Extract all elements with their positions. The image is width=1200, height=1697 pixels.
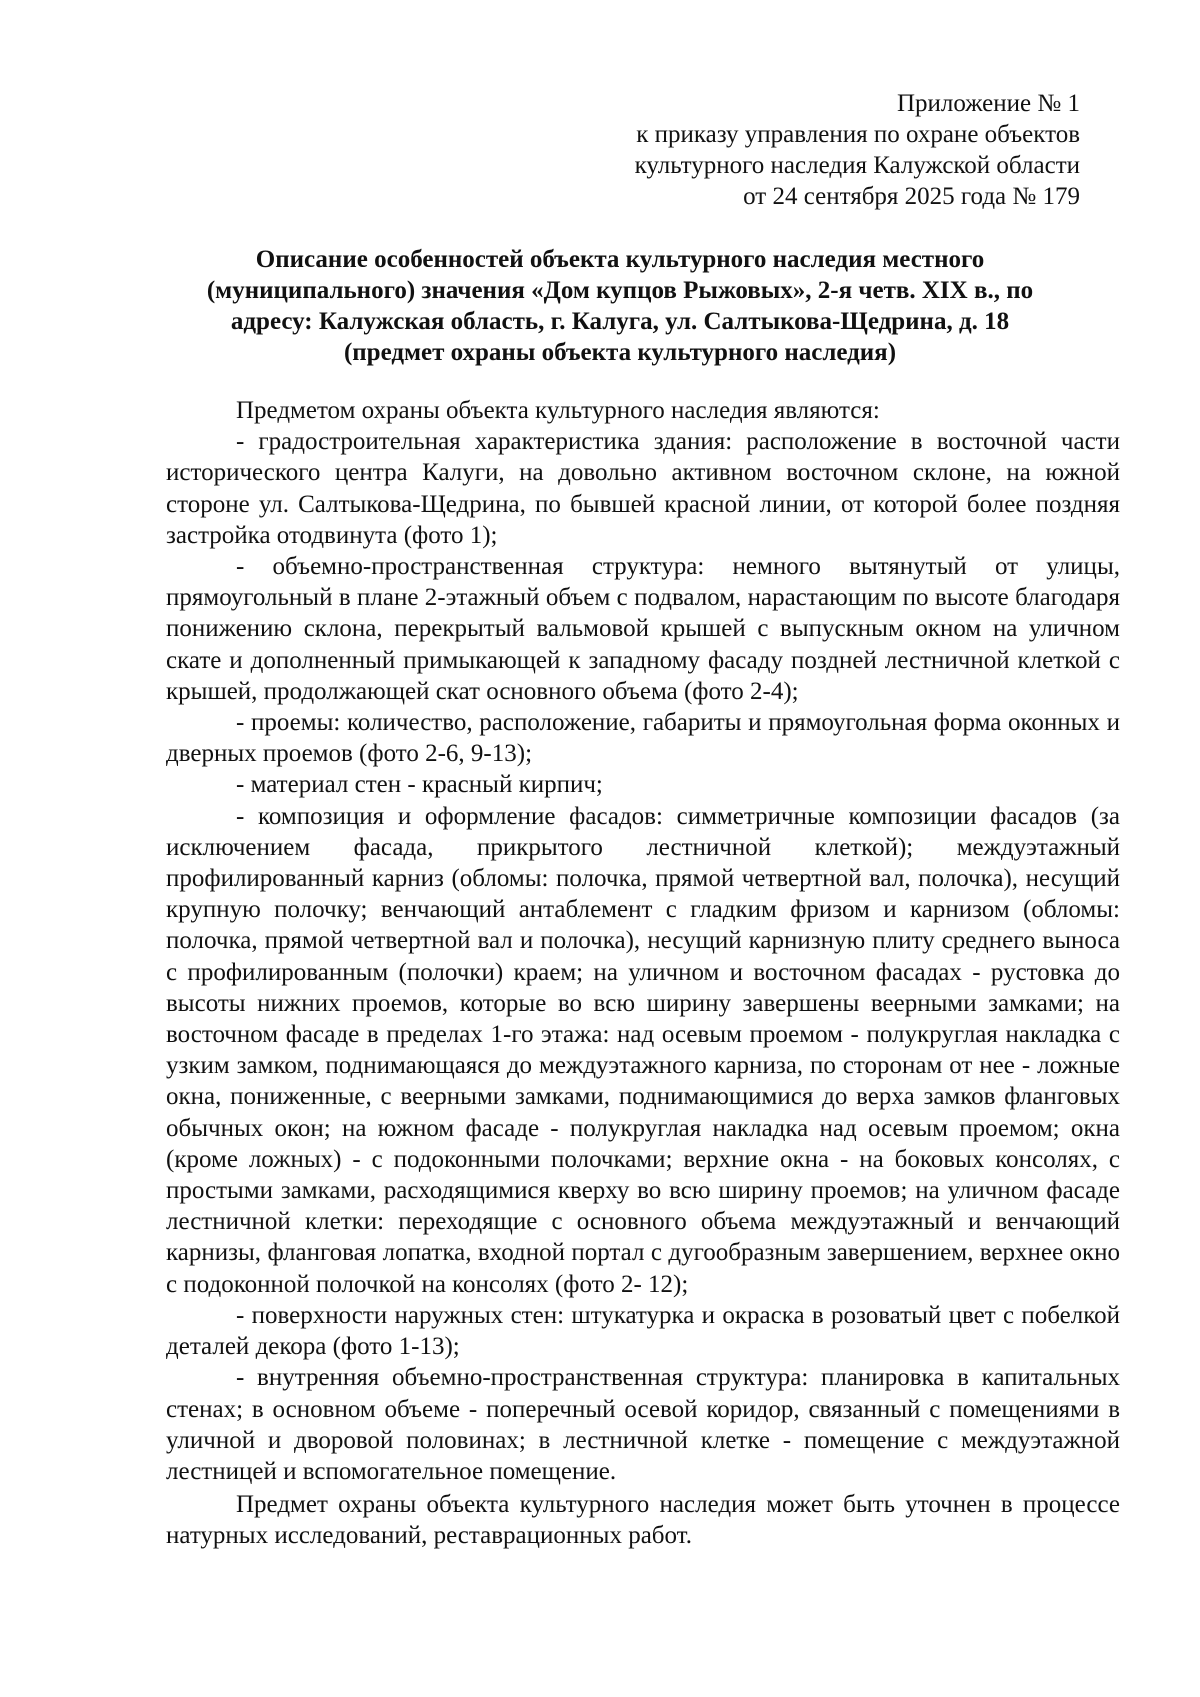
list-item-urban-characteristics: - градостроительная характеристика здания: расположение в восточной части исторического центра Калуги, на довольно активном восточном склоне, на южной стороне ул. Салтыкова-Щедрина, по бывшей красной линии, от которой более поздняя застройка отодвинута (фото 1); (166, 428, 1120, 549)
appendix-header (520, 88, 1080, 212)
list-item-openings: - проемы: количество, расположение, габариты и прямоугольная форма оконных и дверных проемов (фото 2-6, 9-13); (166, 709, 1120, 768)
list-item-facade-composition: - композиция и оформление фасадов: симметричные композиции фасадов (за исключением фасада, прикрытого лестничной клеткой); междуэтажный профилированный карниз (обломы: полочка, прямой четвертной вал, полочка), несущий крупную полочку; венчающий антаблемент с гладким фризом и карнизом (обломы: полочка, прямой четвертной вал и полочка), несущий карнизную плиту среднего выноса с профилированным (полочки) краем; на уличном и восточном фасадах - рустовка до высоты нижних проемов, которые во всю ширину завершены веерными замками; на восточном фасаде в пределах 1-го этажа: над осевым проемом - полукруглая накладка с узким замком, поднимающаяся до междуэтажного карниза, по сторонам от нее - ложные окна, пониженные, с веерными замками, поднимающимися до верха замков фланговых обычных окон; на южном фасаде - полукруглая накладка над осевым проемом; окна (кроме ложных) - с подоконными полочками; верхние окна - на боковых консолях, с простыми замками, расходящимися кверху во всю ширину проемов; на уличном фасаде лестничной клетки: переходящие с основного объема междуэтажный и венчающий карнизы, фланговая лопатка, входной портал с дугообразным завершением, верхнее окно с подоконной полочкой на консолях (фото 2- 12); (166, 802, 1120, 1298)
list-item-volume-structure: - объемно-пространственная структура: немного вытянутый от улицы, прямоугольный в плане 2-этажный объем с подвалом, нарастающим по высоте благодаря понижению склона, перекрытый вальмовой крышей с выпускным окном на уличном скате и дополненный примыкающей к западному фасаду поздней лестничной клеткой с крышей, продолжающей скат основного объема (фото 2-4); (166, 553, 1120, 705)
document-title (150, 244, 1090, 368)
list-item-wall-surfaces: - поверхности наружных стен: штукатурка и окраска в розоватый цвет с побелкой деталей декора (фото 1-13); (166, 1301, 1120, 1361)
list-item-interior-structure: - внутренняя объемно-пространственная структура: планировка в капитальных стенах; в основном объеме - поперечный осевой коридор, связанный с помещениями в уличной и дворовой половинах; в лестничной клетке - помещение с междуэтажной лестницей и вспомогательное помещение. (166, 1364, 1120, 1485)
document-body (166, 395, 1120, 1552)
appendix-order-line: к приказу управления по охране объектов (636, 121, 1080, 148)
list-item-wall-material: - материал стен - красный кирпич; (236, 771, 603, 799)
title-line-1: Описание особенностей объекта культурного наследия местного (255, 246, 985, 273)
appendix-authority-line: культурного наследия Калужской области (634, 152, 1080, 179)
closing-paragraph: Предмет охраны объекта культурного наследия может быть уточнен в процессе натурных исследований, реставрационных работ. (166, 1491, 1120, 1550)
title-line-4: (предмет охраны объекта культурного наследия) (343, 339, 897, 366)
title-line-3: адресу: Калужская область, г. Калуга, ул. Салтыкова-Щедрина, д. 18 (230, 308, 1010, 335)
title-line-2: (муниципального) значения «Дом купцов Рыжовых», 2-я четв. XIX в., по (206, 277, 1034, 304)
appendix-date-line: от 24 сентября 2025 года № 179 (743, 183, 1080, 210)
intro-paragraph: Предметом охраны объекта культурного наследия являются: (236, 397, 880, 424)
appendix-number: Приложение № 1 (896, 90, 1080, 117)
